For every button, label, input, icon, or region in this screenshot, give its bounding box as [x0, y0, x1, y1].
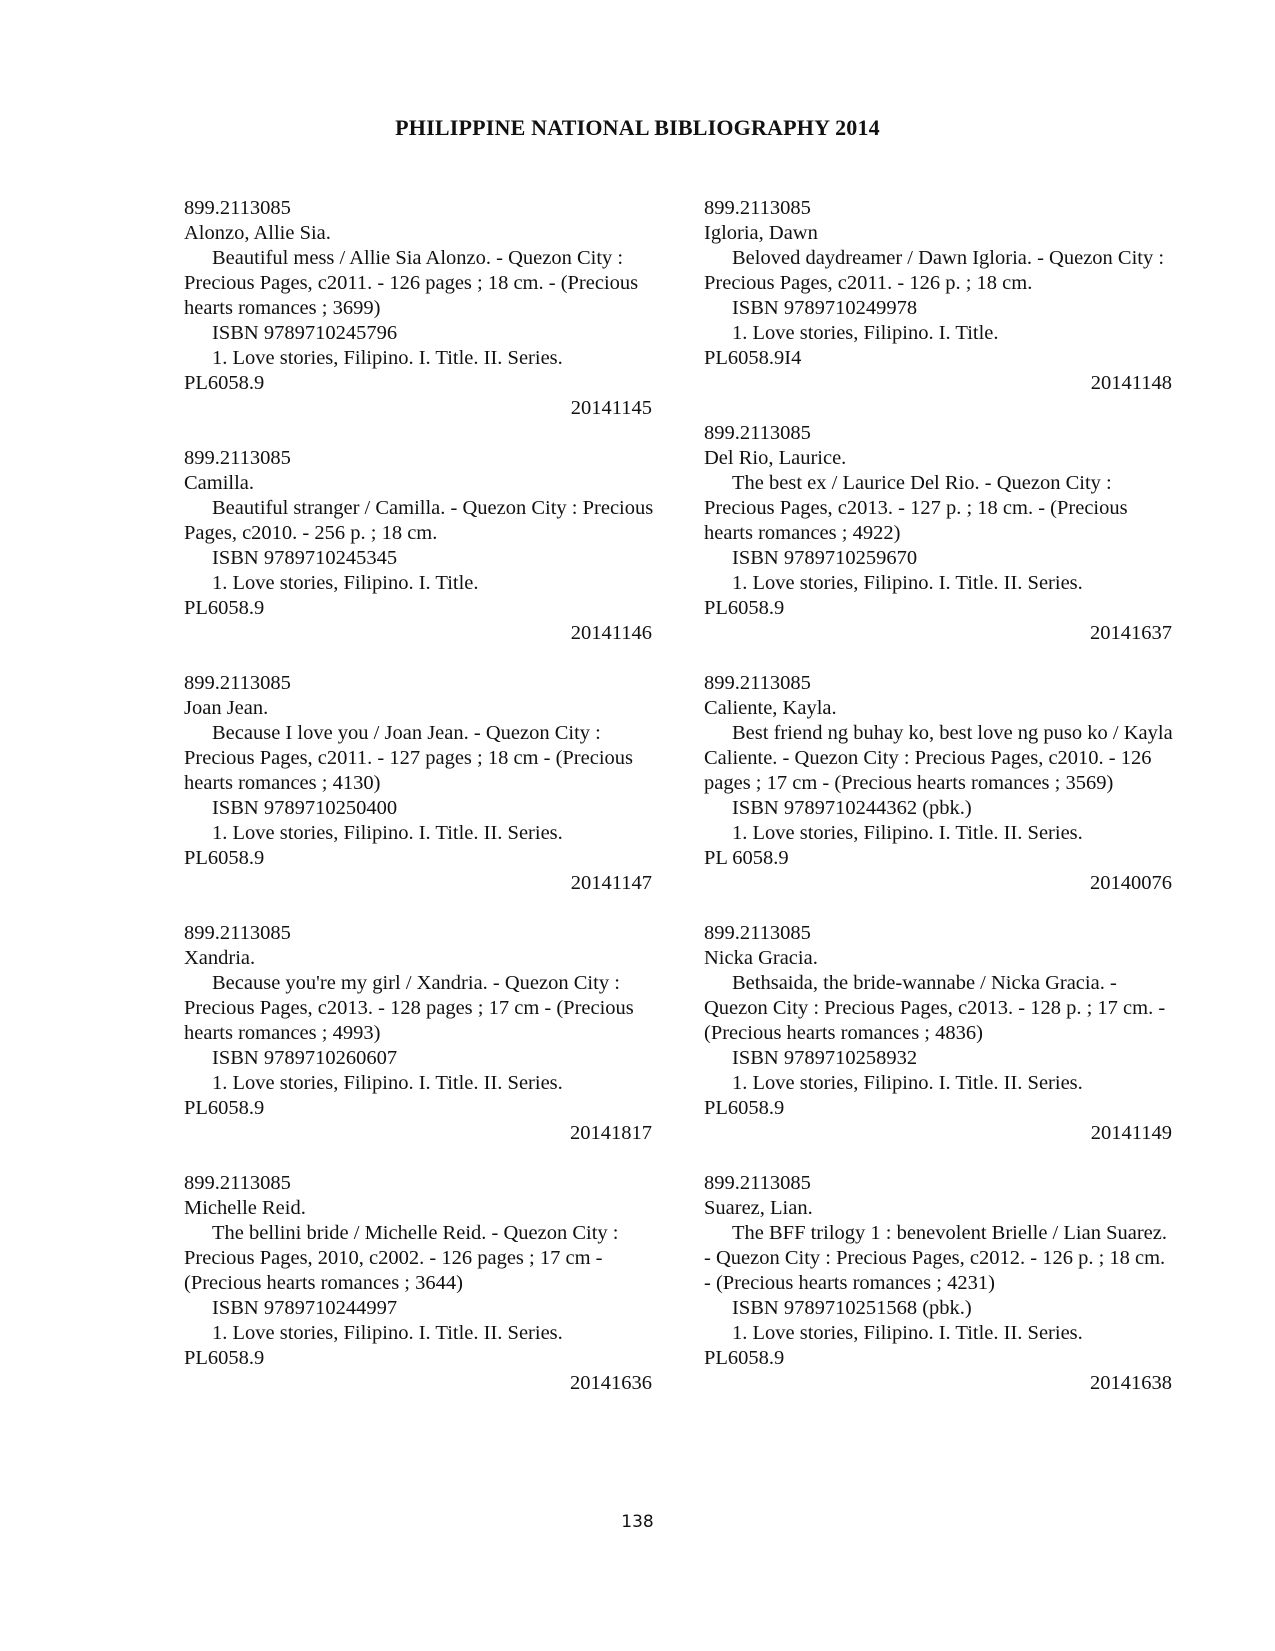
subjects: 1. Love stories, Filipino. I. Title. II. Series. — [212, 1322, 563, 1344]
subjects: 1. Love stories, Filipino. I. Title. II. Series. — [212, 822, 563, 844]
subjects: 1. Love stories, Filipino. I. Title. — [732, 322, 999, 344]
call-number: PL 6058.9 — [704, 847, 789, 869]
class-number: 899.2113085 — [704, 197, 811, 219]
bib-entry — [704, 671, 1174, 896]
isbn: ISBN 9789710250400 — [212, 797, 398, 819]
accession-number: 20141637 — [1090, 622, 1172, 644]
author: Alonzo, Allie Sia. — [184, 222, 331, 244]
call-number: PL6058.9 — [184, 372, 265, 394]
accession-number: 20141817 — [570, 1122, 652, 1144]
isbn: ISBN 9789710245796 — [212, 322, 398, 344]
class-number: 899.2113085 — [704, 1172, 811, 1194]
class-number: 899.2113085 — [704, 422, 811, 444]
author: Caliente, Kayla. — [704, 697, 837, 719]
author: Suarez, Lian. — [704, 1197, 813, 1219]
bib-entry — [184, 921, 654, 1146]
author: Camilla. — [184, 472, 255, 494]
call-number: PL6058.9 — [184, 597, 265, 619]
description: The best ex / Laurice Del Rio. - Quezon City : Precious Pages, c2013. - 127 p. ; 18 cm. - (Precious hearts romances ; 4922) — [704, 472, 1128, 544]
author: Joan Jean. — [184, 697, 269, 719]
bib-entry — [184, 671, 654, 896]
class-number: 899.2113085 — [184, 672, 291, 694]
call-number: PL6058.9 — [704, 597, 785, 619]
accession-number: 20141149 — [1090, 1122, 1172, 1144]
class-number: 899.2113085 — [704, 672, 811, 694]
bib-entry — [184, 446, 654, 646]
isbn: ISBN 9789710259670 — [732, 547, 918, 569]
description: Beloved daydreamer / Dawn Igloria. - Quezon City : Precious Pages, c2011. - 126 p. ; 18 cm. — [704, 247, 1165, 294]
accession-number: 20141638 — [1090, 1372, 1172, 1394]
subjects: 1. Love stories, Filipino. I. Title. II. Series. — [212, 347, 563, 369]
accession-number: 20141636 — [570, 1372, 652, 1394]
bib-entry — [184, 1171, 654, 1396]
class-number: 899.2113085 — [184, 197, 291, 219]
class-number: 899.2113085 — [704, 922, 811, 944]
isbn: ISBN 9789710245345 — [212, 547, 398, 569]
description: The bellini bride / Michelle Reid. - Quezon City : Precious Pages, 2010, c2002. - 126 pages ; 17 cm - (Precious hearts romances ; 3644) — [184, 1222, 619, 1294]
call-number: PL6058.9 — [184, 1097, 265, 1119]
bib-entry — [184, 196, 654, 421]
isbn: ISBN 9789710244362 (pbk.) — [732, 797, 972, 819]
accession-number: 20141146 — [570, 622, 652, 644]
call-number: PL6058.9I4 — [704, 347, 802, 369]
class-number: 899.2113085 — [184, 922, 291, 944]
description: Beautiful mess / Allie Sia Alonzo. - Quezon City : Precious Pages, c2011. - 126 pages ; 18 cm. - (Precious hearts romances ; 3699) — [184, 247, 639, 319]
bib-entry — [704, 921, 1174, 1146]
isbn: ISBN 9789710249978 — [732, 297, 918, 319]
isbn: ISBN 9789710260607 — [212, 1047, 398, 1069]
isbn: ISBN 9789710251568 (pbk.) — [732, 1297, 972, 1319]
accession-number: 20141147 — [570, 872, 652, 894]
description: The BFF trilogy 1 : benevolent Brielle / Lian Suarez. - Quezon City : Precious Pages, c2012. - 126 p. ; 18 cm. - (Precious hearts romances ; 4231) — [704, 1222, 1167, 1294]
subjects: 1. Love stories, Filipino. I. Title. — [212, 572, 479, 594]
description: Bethsaida, the bride-wannabe / Nicka Gracia. - Quezon City : Precious Pages, c2013. - 128 p. ; 17 cm. - (Precious hearts romances ; 4836) — [704, 972, 1166, 1044]
description: Beautiful stranger / Camilla. - Quezon City : Precious Pages, c2010. - 256 p. ; 18 cm. — [184, 497, 654, 544]
accession-number: 20140076 — [1090, 872, 1172, 894]
accession-number: 20141145 — [570, 397, 652, 419]
call-number: PL6058.9 — [184, 1347, 265, 1369]
author: Igloria, Dawn — [704, 222, 818, 244]
subjects: 1. Love stories, Filipino. I. Title. II. Series. — [212, 1072, 563, 1094]
description: Best friend ng buhay ko, best love ng puso ko / Kayla Caliente. - Quezon City : Precious Pages, c2010. - 126 pages ; 17 cm - (Precious hearts romances ; 3569) — [704, 722, 1173, 794]
page-number: 138 — [621, 1512, 654, 1532]
subjects: 1. Love stories, Filipino. I. Title. II. Series. — [732, 1322, 1083, 1344]
call-number: PL6058.9 — [704, 1347, 785, 1369]
description: Because you're my girl / Xandria. - Quezon City : Precious Pages, c2013. - 128 pages ; 17 cm - (Precious hearts romances ; 4993) — [184, 972, 634, 1044]
isbn: ISBN 9789710244997 — [212, 1297, 398, 1319]
page-title: PHILIPPINE NATIONAL BIBLIOGRAPHY 2014 — [395, 115, 880, 140]
subjects: 1. Love stories, Filipino. I. Title. II. Series. — [732, 822, 1083, 844]
author: Del Rio, Laurice. — [704, 447, 847, 469]
accession-number: 20141148 — [1090, 372, 1172, 394]
subjects: 1. Love stories, Filipino. I. Title. II. Series. — [732, 572, 1083, 594]
description: Because I love you / Joan Jean. - Quezon City : Precious Pages, c2011. - 127 pages ; 18 cm - (Precious hearts romances ; 4130) — [184, 722, 634, 794]
author: Michelle Reid. — [184, 1197, 306, 1219]
bib-entry — [704, 1171, 1174, 1396]
class-number: 899.2113085 — [184, 1172, 291, 1194]
bib-entry — [704, 196, 1174, 396]
class-number: 899.2113085 — [184, 447, 291, 469]
author: Xandria. — [184, 947, 256, 969]
call-number: PL6058.9 — [704, 1097, 785, 1119]
isbn: ISBN 9789710258932 — [732, 1047, 918, 1069]
bib-entry — [704, 421, 1174, 646]
subjects: 1. Love stories, Filipino. I. Title. II. Series. — [732, 1072, 1083, 1094]
author: Nicka Gracia. — [704, 947, 818, 969]
call-number: PL6058.9 — [184, 847, 265, 869]
